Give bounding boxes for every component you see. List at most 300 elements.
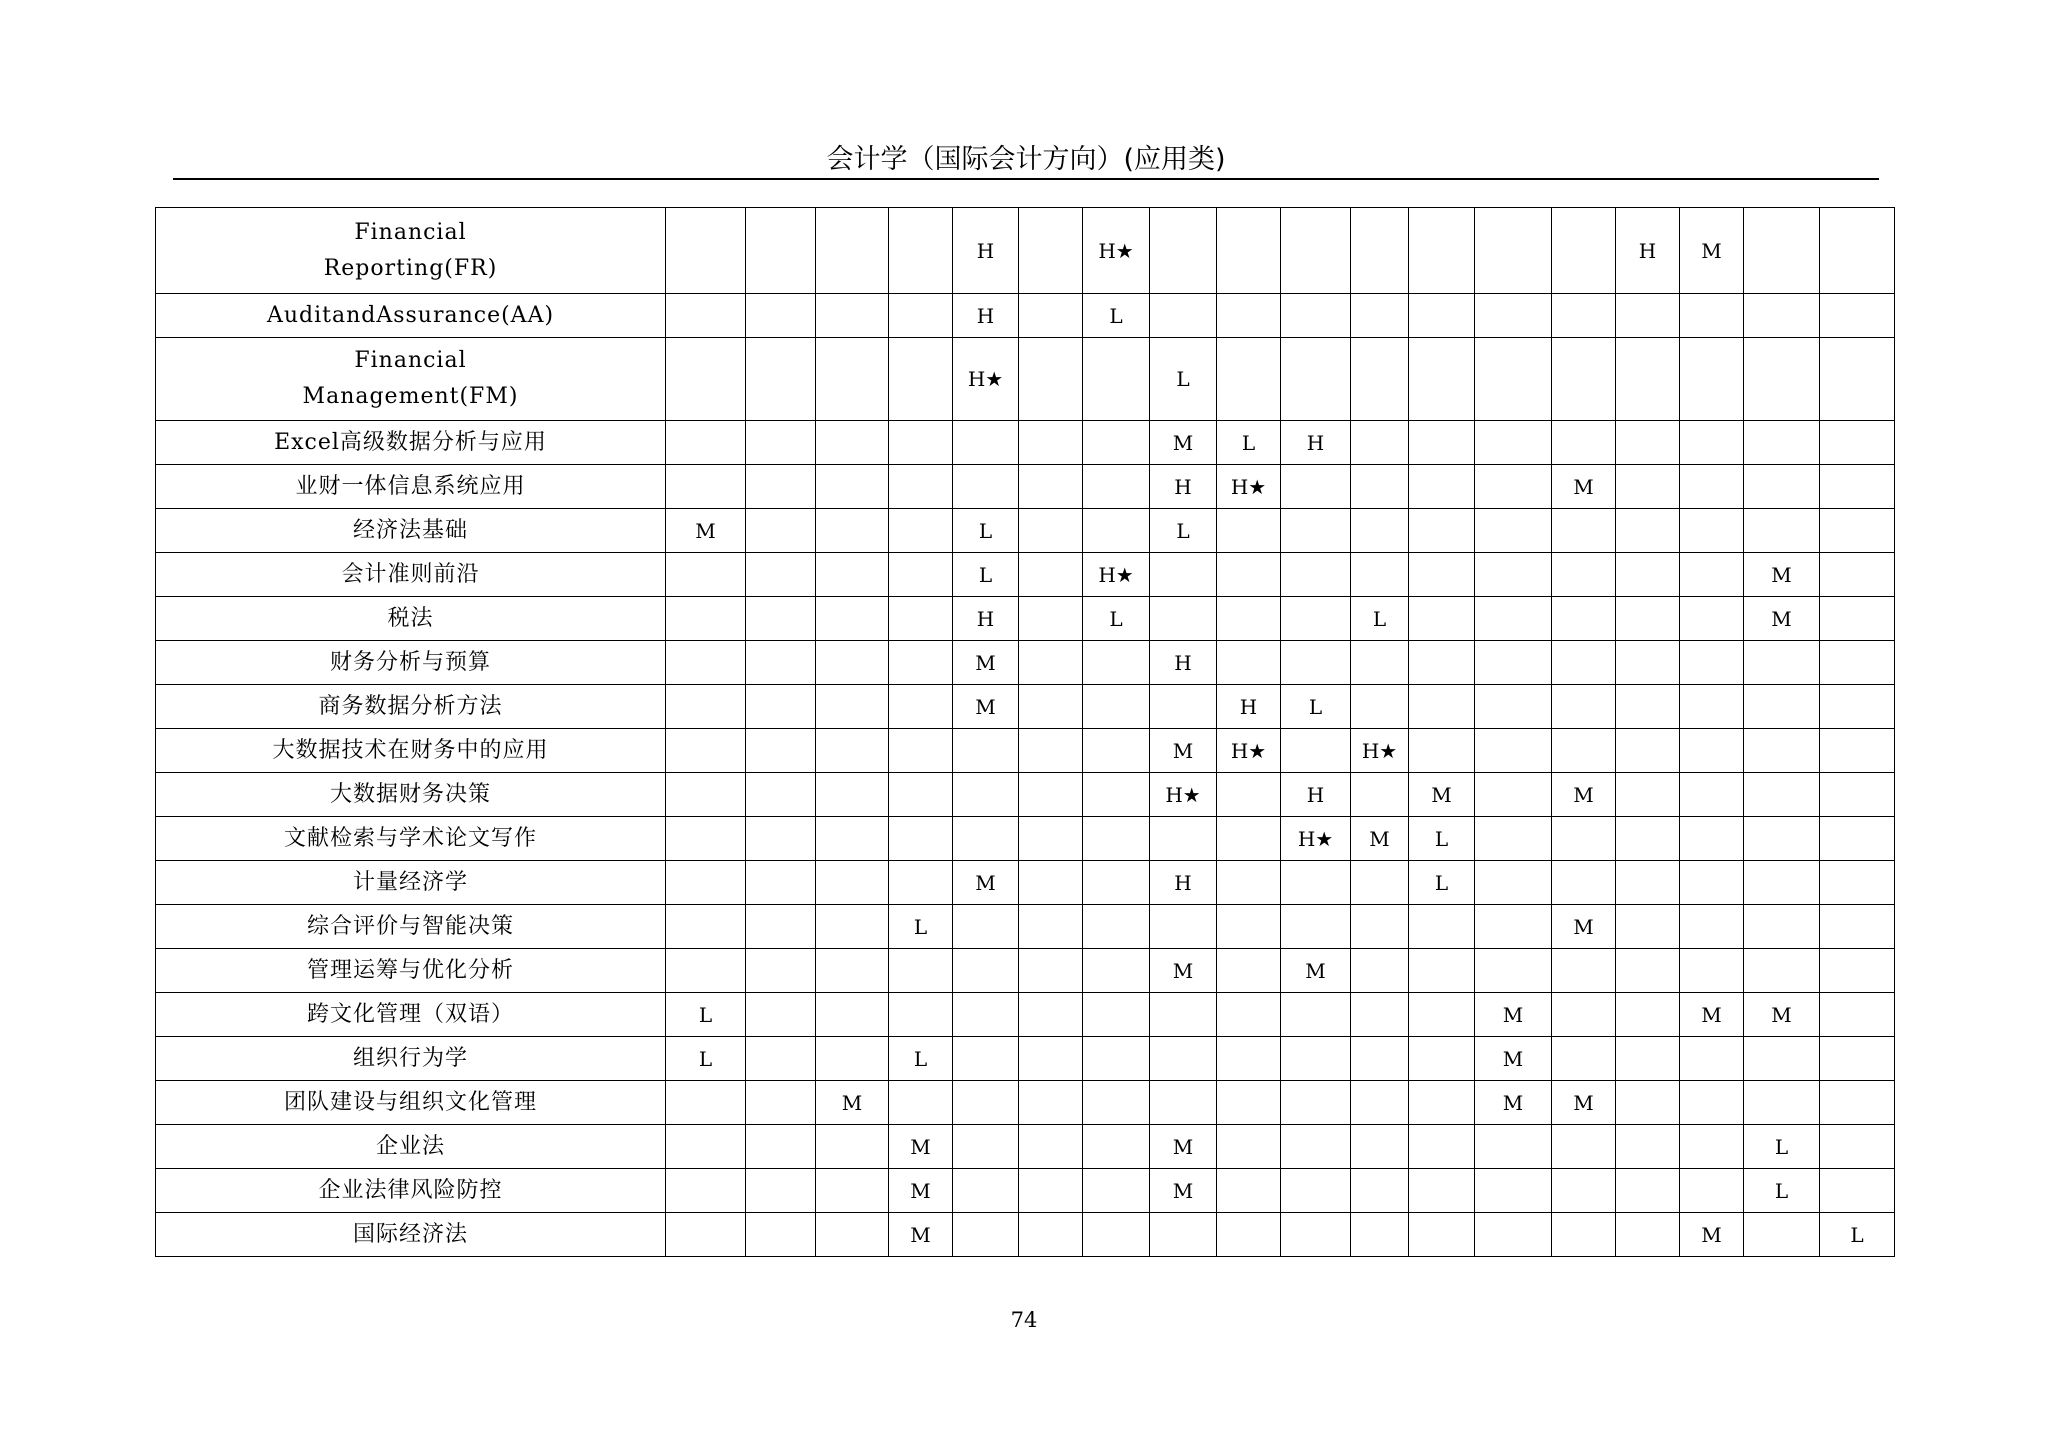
support-level-cell xyxy=(1083,993,1150,1037)
support-level-cell: M xyxy=(1552,773,1616,817)
support-level-cell xyxy=(1552,553,1616,597)
support-level-cell: H★ xyxy=(1351,729,1409,773)
support-level-cell xyxy=(816,1213,889,1257)
support-level-cell xyxy=(816,553,889,597)
support-level-cell xyxy=(1616,509,1680,553)
support-level-cell: H★ xyxy=(1083,553,1150,597)
table-row xyxy=(156,641,1895,685)
support-level-cell xyxy=(1150,993,1217,1037)
course-name-cell xyxy=(156,338,666,421)
table-row xyxy=(156,553,1895,597)
support-level-cell xyxy=(816,861,889,905)
support-level-cell: L xyxy=(1744,1125,1820,1169)
support-level-cell xyxy=(1475,338,1552,421)
support-level-cell xyxy=(1409,465,1475,509)
course-name-line: 会计准则前沿 xyxy=(341,561,480,587)
support-level-cell xyxy=(666,685,746,729)
support-level-cell xyxy=(1150,553,1217,597)
support-level-cell: L xyxy=(953,509,1019,553)
support-level-cell xyxy=(1744,421,1820,465)
table-row xyxy=(156,509,1895,553)
table-row xyxy=(156,1037,1895,1081)
support-level-cell xyxy=(1680,641,1744,685)
support-level-cell xyxy=(1019,421,1083,465)
support-level-cell xyxy=(746,1169,816,1213)
support-level-cell xyxy=(1616,729,1680,773)
support-level-cell: M xyxy=(1552,1081,1616,1125)
support-level-cell xyxy=(1409,993,1475,1037)
support-level-cell xyxy=(1820,294,1895,338)
support-level-cell xyxy=(1680,597,1744,641)
support-level-cell xyxy=(816,685,889,729)
support-level-cell xyxy=(1616,338,1680,421)
support-level-cell xyxy=(1475,553,1552,597)
support-level-cell xyxy=(666,553,746,597)
support-level-cell xyxy=(1083,729,1150,773)
support-level-cell xyxy=(666,949,746,993)
support-level-cell xyxy=(746,949,816,993)
support-level-cell xyxy=(1019,1213,1083,1257)
support-level-cell xyxy=(1744,294,1820,338)
support-level-cell xyxy=(1019,509,1083,553)
support-level-cell: M xyxy=(1351,817,1409,861)
support-level-cell xyxy=(1351,509,1409,553)
support-level-cell xyxy=(1616,1037,1680,1081)
support-level-cell xyxy=(1217,1213,1281,1257)
support-level-cell xyxy=(1409,553,1475,597)
support-level-cell xyxy=(1083,817,1150,861)
support-level-cell xyxy=(1281,905,1351,949)
support-level-cell xyxy=(746,465,816,509)
support-level-cell xyxy=(1281,1169,1351,1213)
table-row xyxy=(156,949,1895,993)
course-name-line: Financial xyxy=(354,219,467,245)
support-level-cell xyxy=(1820,509,1895,553)
support-level-cell xyxy=(816,729,889,773)
course-name-line: 大数据技术在财务中的应用 xyxy=(272,737,549,763)
support-level-cell xyxy=(666,773,746,817)
support-level-cell xyxy=(1744,338,1820,421)
support-level-cell: L xyxy=(666,993,746,1037)
support-level-cell xyxy=(889,773,953,817)
support-level-cell xyxy=(1351,208,1409,294)
support-level-cell xyxy=(1150,597,1217,641)
course-name-line: 商务数据分析方法 xyxy=(318,693,503,719)
support-level-cell xyxy=(1475,597,1552,641)
support-level-cell xyxy=(1680,817,1744,861)
support-level-cell xyxy=(1150,817,1217,861)
support-level-cell xyxy=(1820,553,1895,597)
support-level-cell xyxy=(1083,1081,1150,1125)
support-level-cell xyxy=(1150,685,1217,729)
support-level-cell xyxy=(1019,1169,1083,1213)
support-level-cell xyxy=(1552,685,1616,729)
page-title: 会计学（国际会计方向）(应用类) xyxy=(826,144,1226,175)
support-level-cell xyxy=(666,729,746,773)
support-level-cell xyxy=(1351,949,1409,993)
course-name-cell xyxy=(156,208,666,294)
support-level-cell: M xyxy=(1552,905,1616,949)
support-level-cell: M xyxy=(1744,993,1820,1037)
support-level-cell xyxy=(889,1081,953,1125)
support-level-cell xyxy=(1217,905,1281,949)
support-level-cell: H xyxy=(1150,861,1217,905)
support-level-cell xyxy=(1409,685,1475,729)
course-name-line: AuditandAssurance(AA) xyxy=(266,302,555,328)
support-level-cell xyxy=(1744,861,1820,905)
support-level-cell xyxy=(1281,1037,1351,1081)
support-level-cell xyxy=(953,905,1019,949)
support-level-cell xyxy=(1217,208,1281,294)
support-level-cell xyxy=(953,1169,1019,1213)
support-level-cell xyxy=(1217,294,1281,338)
support-level-cell xyxy=(1552,509,1616,553)
support-level-cell xyxy=(889,421,953,465)
support-level-cell: L xyxy=(1217,421,1281,465)
support-level-cell xyxy=(1744,1081,1820,1125)
support-level-cell xyxy=(1616,1081,1680,1125)
support-level-cell xyxy=(746,861,816,905)
support-level-cell xyxy=(1680,685,1744,729)
course-name-line: 业财一体信息系统应用 xyxy=(295,473,526,499)
support-level-cell xyxy=(1083,905,1150,949)
support-level-cell xyxy=(953,1213,1019,1257)
support-level-cell xyxy=(1083,338,1150,421)
support-level-cell xyxy=(666,905,746,949)
support-level-cell xyxy=(816,294,889,338)
matrix-body xyxy=(156,208,1895,1257)
course-name-cell xyxy=(156,509,666,553)
support-level-cell xyxy=(1616,949,1680,993)
support-level-cell xyxy=(1475,641,1552,685)
support-level-cell xyxy=(1680,421,1744,465)
support-level-cell xyxy=(746,1125,816,1169)
support-level-cell xyxy=(746,1213,816,1257)
course-name-cell xyxy=(156,861,666,905)
support-level-cell xyxy=(1552,861,1616,905)
support-level-cell xyxy=(746,641,816,685)
support-level-cell xyxy=(1351,1125,1409,1169)
support-level-cell xyxy=(1616,861,1680,905)
support-level-cell xyxy=(1680,1125,1744,1169)
support-level-cell: H★ xyxy=(1150,773,1217,817)
support-level-cell xyxy=(1281,553,1351,597)
support-level-cell xyxy=(816,597,889,641)
support-level-cell xyxy=(1409,1081,1475,1125)
support-level-cell xyxy=(1616,294,1680,338)
support-level-cell: H★ xyxy=(1217,465,1281,509)
support-level-cell xyxy=(1552,597,1616,641)
support-level-cell xyxy=(1281,993,1351,1037)
support-level-cell xyxy=(1820,208,1895,294)
support-level-cell: L xyxy=(889,1037,953,1081)
support-level-cell xyxy=(1083,773,1150,817)
support-level-cell xyxy=(1351,1037,1409,1081)
course-objective-matrix xyxy=(155,207,1895,1257)
support-level-cell: H xyxy=(1150,465,1217,509)
support-level-cell xyxy=(1217,1169,1281,1213)
course-name-line: Reporting(FR) xyxy=(323,255,498,281)
course-name-cell xyxy=(156,817,666,861)
support-level-cell xyxy=(816,949,889,993)
support-level-cell xyxy=(1616,1169,1680,1213)
support-level-cell xyxy=(1680,509,1744,553)
support-level-cell: H★ xyxy=(1217,729,1281,773)
course-name-cell xyxy=(156,1037,666,1081)
support-level-cell xyxy=(1744,465,1820,509)
support-level-cell: L xyxy=(1409,861,1475,905)
support-level-cell xyxy=(1083,641,1150,685)
support-level-cell: M xyxy=(1409,773,1475,817)
support-level-cell xyxy=(1820,817,1895,861)
support-level-cell xyxy=(1281,597,1351,641)
table-row xyxy=(156,338,1895,421)
support-level-cell xyxy=(1409,509,1475,553)
support-level-cell xyxy=(1616,641,1680,685)
support-level-cell xyxy=(816,338,889,421)
support-level-cell xyxy=(1820,993,1895,1037)
support-level-cell xyxy=(1281,729,1351,773)
support-level-cell xyxy=(953,729,1019,773)
support-level-cell xyxy=(1744,509,1820,553)
support-level-cell xyxy=(1744,817,1820,861)
support-level-cell xyxy=(953,773,1019,817)
course-name-line: 综合评价与智能决策 xyxy=(306,913,514,939)
support-level-cell xyxy=(1217,1081,1281,1125)
support-level-cell: H xyxy=(953,208,1019,294)
support-level-cell xyxy=(1680,905,1744,949)
course-name-line: 计量经济学 xyxy=(352,869,468,895)
support-level-cell xyxy=(816,208,889,294)
support-level-cell xyxy=(1680,861,1744,905)
support-level-cell: M xyxy=(953,641,1019,685)
support-level-cell xyxy=(1820,1081,1895,1125)
support-level-cell xyxy=(1351,294,1409,338)
support-level-cell xyxy=(1281,509,1351,553)
support-level-cell xyxy=(816,993,889,1037)
support-level-cell xyxy=(1351,1081,1409,1125)
support-level-cell xyxy=(1552,993,1616,1037)
support-level-cell xyxy=(953,1081,1019,1125)
support-level-cell: H xyxy=(1281,773,1351,817)
support-level-cell xyxy=(1820,338,1895,421)
support-level-cell xyxy=(1409,949,1475,993)
support-level-cell xyxy=(666,421,746,465)
support-level-cell xyxy=(746,685,816,729)
support-level-cell xyxy=(1083,465,1150,509)
support-level-cell xyxy=(816,817,889,861)
table-row xyxy=(156,1213,1895,1257)
table-row xyxy=(156,773,1895,817)
support-level-cell xyxy=(1552,421,1616,465)
support-level-cell: H xyxy=(1281,421,1351,465)
table-row xyxy=(156,208,1895,294)
table-row xyxy=(156,1169,1895,1213)
course-name-cell xyxy=(156,597,666,641)
course-name-line: 税法 xyxy=(387,605,434,631)
support-level-cell xyxy=(1409,1037,1475,1081)
support-level-cell xyxy=(1820,597,1895,641)
support-level-cell xyxy=(1083,1125,1150,1169)
support-level-cell xyxy=(816,1037,889,1081)
support-level-cell xyxy=(1475,294,1552,338)
support-level-cell: M xyxy=(889,1169,953,1213)
support-level-cell xyxy=(1019,465,1083,509)
support-level-cell xyxy=(889,294,953,338)
course-name-line: 经济法基础 xyxy=(352,517,468,543)
support-level-cell: M xyxy=(1680,993,1744,1037)
support-level-cell xyxy=(1820,1125,1895,1169)
table-row xyxy=(156,597,1895,641)
course-name-cell xyxy=(156,949,666,993)
table-row xyxy=(156,729,1895,773)
support-level-cell xyxy=(1217,553,1281,597)
support-level-cell xyxy=(953,1125,1019,1169)
support-level-cell xyxy=(666,1169,746,1213)
support-level-cell xyxy=(666,1213,746,1257)
support-level-cell xyxy=(1019,553,1083,597)
support-level-cell xyxy=(1351,641,1409,685)
support-level-cell xyxy=(1281,338,1351,421)
support-level-cell xyxy=(1409,1125,1475,1169)
support-level-cell xyxy=(1680,729,1744,773)
support-level-cell xyxy=(889,861,953,905)
support-level-cell xyxy=(816,509,889,553)
support-level-cell xyxy=(1552,294,1616,338)
support-level-cell xyxy=(746,338,816,421)
support-level-cell xyxy=(1409,905,1475,949)
support-level-cell xyxy=(666,294,746,338)
support-level-cell xyxy=(1019,1125,1083,1169)
support-level-cell: H★ xyxy=(1083,208,1150,294)
support-level-cell xyxy=(1351,1169,1409,1213)
support-level-cell xyxy=(1552,1169,1616,1213)
support-level-cell xyxy=(1281,1125,1351,1169)
support-level-cell xyxy=(1820,1037,1895,1081)
support-level-cell xyxy=(889,949,953,993)
support-level-cell xyxy=(1281,641,1351,685)
course-name-cell xyxy=(156,993,666,1037)
support-level-cell xyxy=(1351,773,1409,817)
support-level-cell xyxy=(1820,861,1895,905)
table-row xyxy=(156,421,1895,465)
table-row xyxy=(156,905,1895,949)
course-name-cell xyxy=(156,1169,666,1213)
course-name-line: Financial xyxy=(354,348,467,373)
support-level-cell xyxy=(1820,641,1895,685)
support-level-cell xyxy=(1680,1169,1744,1213)
support-level-cell xyxy=(746,817,816,861)
support-level-cell xyxy=(666,861,746,905)
support-level-cell: L xyxy=(1820,1213,1895,1257)
course-name-line: 跨文化管理（双语） xyxy=(306,1001,514,1027)
support-level-cell xyxy=(1616,465,1680,509)
table-row xyxy=(156,685,1895,729)
support-level-cell xyxy=(1475,905,1552,949)
support-level-cell: L xyxy=(1083,294,1150,338)
support-level-cell xyxy=(1744,905,1820,949)
support-level-cell xyxy=(746,773,816,817)
support-level-cell xyxy=(1680,949,1744,993)
support-level-cell: M xyxy=(1552,465,1616,509)
support-level-cell xyxy=(1475,817,1552,861)
course-name-line: 大数据财务决策 xyxy=(329,781,491,807)
support-level-cell xyxy=(1409,294,1475,338)
support-level-cell xyxy=(1217,817,1281,861)
support-level-cell xyxy=(1744,641,1820,685)
support-level-cell xyxy=(889,338,953,421)
support-level-cell xyxy=(1680,338,1744,421)
support-level-cell xyxy=(1680,553,1744,597)
support-level-cell xyxy=(889,465,953,509)
support-level-cell xyxy=(1217,641,1281,685)
support-level-cell xyxy=(746,294,816,338)
support-level-cell xyxy=(816,641,889,685)
support-level-cell xyxy=(1281,465,1351,509)
table-row xyxy=(156,465,1895,509)
support-level-cell xyxy=(666,1125,746,1169)
support-level-cell xyxy=(1019,861,1083,905)
table-row xyxy=(156,993,1895,1037)
support-level-cell xyxy=(1083,949,1150,993)
support-level-cell: L xyxy=(1150,338,1217,421)
support-level-cell xyxy=(1351,465,1409,509)
support-level-cell: M xyxy=(1281,949,1351,993)
support-level-cell xyxy=(1019,641,1083,685)
support-level-cell: M xyxy=(816,1081,889,1125)
support-level-cell xyxy=(1083,509,1150,553)
course-name-cell xyxy=(156,1213,666,1257)
support-level-cell xyxy=(1820,465,1895,509)
support-level-cell: M xyxy=(953,861,1019,905)
support-level-cell xyxy=(1820,1169,1895,1213)
support-level-cell: M xyxy=(1150,1169,1217,1213)
support-level-cell: L xyxy=(1281,685,1351,729)
support-level-cell xyxy=(1680,773,1744,817)
support-level-cell: L xyxy=(1744,1169,1820,1213)
support-level-cell xyxy=(816,905,889,949)
support-level-cell: L xyxy=(889,905,953,949)
page-number: 74 xyxy=(1010,1308,1038,1332)
support-level-cell xyxy=(746,421,816,465)
support-level-cell xyxy=(889,817,953,861)
support-level-cell xyxy=(1083,421,1150,465)
support-level-cell: L xyxy=(953,553,1019,597)
support-level-cell xyxy=(1217,1037,1281,1081)
support-level-cell xyxy=(1281,208,1351,294)
course-name-cell xyxy=(156,729,666,773)
support-level-cell xyxy=(1217,597,1281,641)
support-level-cell xyxy=(889,729,953,773)
support-level-cell xyxy=(1475,208,1552,294)
support-level-cell xyxy=(1680,465,1744,509)
support-level-cell: M xyxy=(889,1213,953,1257)
support-level-cell xyxy=(1019,949,1083,993)
support-level-cell xyxy=(1217,773,1281,817)
table-row xyxy=(156,294,1895,338)
support-level-cell xyxy=(1351,421,1409,465)
support-level-cell xyxy=(816,1169,889,1213)
support-level-cell xyxy=(1019,905,1083,949)
support-level-cell xyxy=(1616,773,1680,817)
support-level-cell xyxy=(1820,729,1895,773)
course-name-cell xyxy=(156,465,666,509)
support-level-cell: H★ xyxy=(1281,817,1351,861)
support-level-cell xyxy=(1281,1081,1351,1125)
support-level-cell xyxy=(1820,949,1895,993)
course-name-cell xyxy=(156,553,666,597)
support-level-cell: H xyxy=(1217,685,1281,729)
